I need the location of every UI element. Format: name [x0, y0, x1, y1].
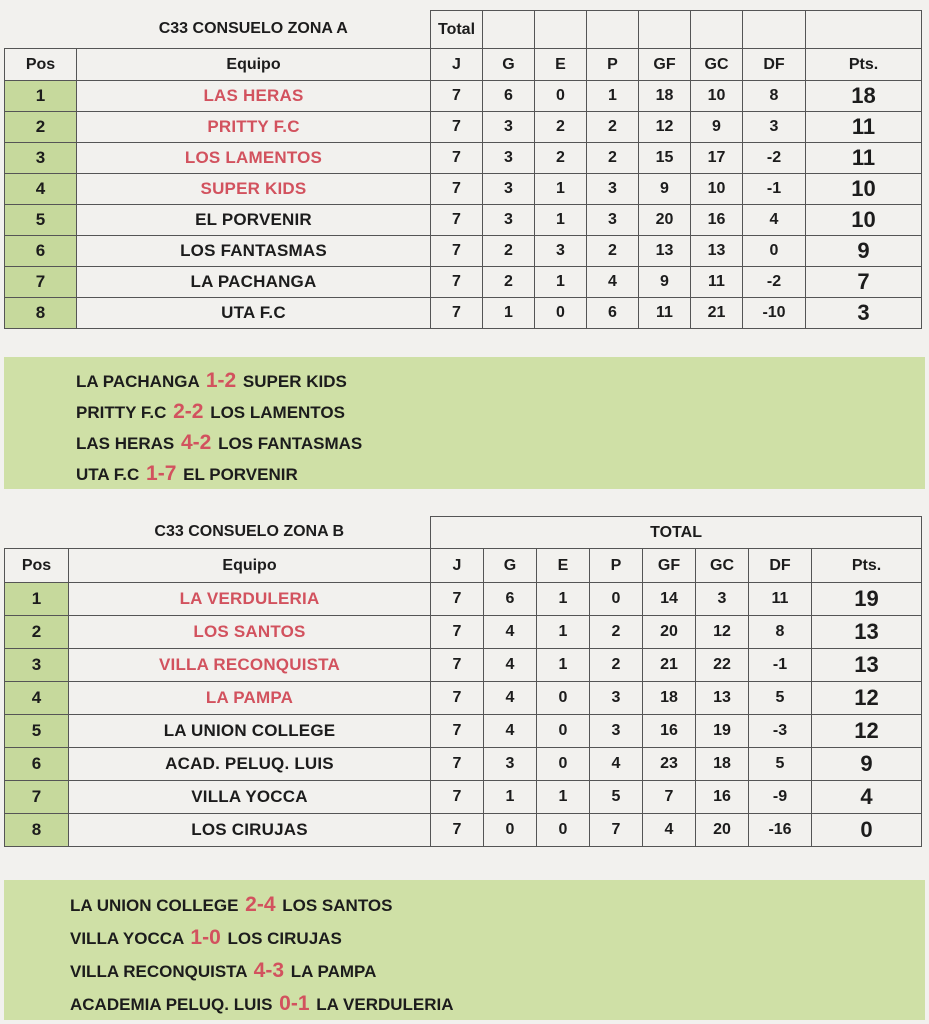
- cell-g: 2: [483, 267, 535, 298]
- cell-p: 2: [587, 236, 639, 267]
- cell-pts: 10: [806, 174, 922, 205]
- result-score: 4-2: [180, 431, 212, 454]
- table-row: [5, 81, 922, 112]
- cell-gc: 11: [691, 267, 743, 298]
- cell-gf: 21: [643, 649, 696, 682]
- result-score: 4-3: [253, 959, 285, 982]
- header-p: P: [590, 549, 643, 583]
- cell-gf: 12: [639, 112, 691, 143]
- cell-gf: 11: [639, 298, 691, 329]
- result-line: [4, 458, 925, 489]
- result-score: 1-0: [190, 926, 221, 949]
- cell-team: LOS SANTOS: [69, 616, 431, 649]
- cell-j: 7: [431, 814, 484, 847]
- cell-df: 4: [743, 205, 806, 236]
- cell-p: 3: [590, 682, 643, 715]
- header-e: E: [537, 549, 590, 583]
- cell-pos: 3: [5, 649, 69, 682]
- cell-g: 3: [483, 174, 535, 205]
- result-score: 1-2: [205, 369, 237, 392]
- cell-df: -1: [749, 649, 812, 682]
- cell-e: 0: [537, 682, 590, 715]
- cell-gf: 13: [639, 236, 691, 267]
- cell-gc: 17: [691, 143, 743, 174]
- result-home-team: LA UNION COLLEGE: [70, 896, 239, 915]
- cell-team: UTA F.C: [77, 298, 431, 329]
- cell-pts: 3: [806, 298, 922, 329]
- cell-gc: 9: [691, 112, 743, 143]
- cell-j: 7: [431, 236, 483, 267]
- cell-pts: 12: [812, 715, 922, 748]
- cell-p: 3: [587, 174, 639, 205]
- cell-g: 4: [484, 649, 537, 682]
- cell-p: 4: [590, 748, 643, 781]
- cell-pos: 5: [5, 205, 77, 236]
- result-away-team: EL PORVENIR: [183, 465, 298, 484]
- cell-e: 1: [537, 616, 590, 649]
- header-g: G: [483, 49, 535, 81]
- cell-gc: 13: [696, 682, 749, 715]
- cell-gf: 7: [643, 781, 696, 814]
- standings-table: [4, 516, 922, 847]
- cell-df: 8: [749, 616, 812, 649]
- cell-df: -9: [749, 781, 812, 814]
- cell-p: 7: [590, 814, 643, 847]
- cell-team: LOS CIRUJAS: [69, 814, 431, 847]
- cell-gc: 21: [691, 298, 743, 329]
- cell-j: 7: [431, 112, 483, 143]
- zone-b-standings: [4, 516, 921, 847]
- header-equipo: Equipo: [77, 49, 431, 81]
- cell-j: 7: [431, 583, 484, 616]
- cell-team: LA PAMPA: [69, 682, 431, 715]
- cell-df: 0: [743, 236, 806, 267]
- cell-gf: 18: [639, 81, 691, 112]
- table-row: [5, 236, 922, 267]
- cell-g: 6: [484, 583, 537, 616]
- table-row: [5, 583, 922, 616]
- result-home-team: ACADEMIA PELUQ. LUIS: [70, 995, 273, 1014]
- cell-g: 4: [484, 715, 537, 748]
- cell-pts: 12: [812, 682, 922, 715]
- total-label: TOTAL: [431, 517, 922, 549]
- cell-e: 0: [535, 81, 587, 112]
- cell-pts: 11: [806, 112, 922, 143]
- cell-gc: 13: [691, 236, 743, 267]
- cell-df: -2: [743, 267, 806, 298]
- header-e: E: [535, 49, 587, 81]
- cell-j: 7: [431, 748, 484, 781]
- cell-gf: 20: [643, 616, 696, 649]
- table-row: [5, 267, 922, 298]
- header-df: DF: [749, 549, 812, 583]
- cell-gf: 9: [639, 174, 691, 205]
- cell-pts: 13: [812, 616, 922, 649]
- cell-pts: 0: [812, 814, 922, 847]
- result-home-team: VILLA RECONQUISTA: [70, 962, 247, 981]
- result-away-team: LOS FANTASMAS: [218, 434, 363, 453]
- result-line: [4, 954, 925, 987]
- cell-p: 2: [587, 143, 639, 174]
- cell-team: VILLA RECONQUISTA: [69, 649, 431, 682]
- zone-a-standings: [4, 10, 921, 329]
- result-score: 0-1: [279, 992, 310, 1015]
- cell-pts: 9: [812, 748, 922, 781]
- table-title: C33 CONSUELO ZONA A: [77, 11, 431, 49]
- result-away-team: LOS CIRUJAS: [227, 929, 342, 948]
- cell-df: -16: [749, 814, 812, 847]
- cell-team: ACAD. PELUQ. LUIS: [69, 748, 431, 781]
- cell-df: 3: [743, 112, 806, 143]
- result-away-team: LA PAMPA: [290, 962, 377, 981]
- cell-p: 0: [590, 583, 643, 616]
- cell-e: 0: [537, 715, 590, 748]
- header-p: P: [587, 49, 639, 81]
- cell-df: 5: [749, 748, 812, 781]
- cell-pos: 1: [5, 583, 69, 616]
- cell-gc: 16: [696, 781, 749, 814]
- cell-team: VILLA YOCCA: [69, 781, 431, 814]
- cell-gc: 20: [696, 814, 749, 847]
- cell-e: 0: [537, 748, 590, 781]
- header-equipo: Equipo: [69, 549, 431, 583]
- cell-team: LOS LAMENTOS: [77, 143, 431, 174]
- cell-df: 5: [749, 682, 812, 715]
- cell-j: 7: [431, 81, 483, 112]
- zone-a-results: [4, 357, 925, 489]
- cell-pts: 11: [806, 143, 922, 174]
- cell-g: 4: [484, 682, 537, 715]
- cell-gc: 10: [691, 81, 743, 112]
- header-pts: Pts.: [812, 549, 922, 583]
- table-row: [5, 649, 922, 682]
- cell-e: 1: [535, 205, 587, 236]
- cell-p: 2: [590, 616, 643, 649]
- table-row: [5, 682, 922, 715]
- cell-df: -3: [749, 715, 812, 748]
- cell-j: 7: [431, 143, 483, 174]
- cell-p: 6: [587, 298, 639, 329]
- cell-pts: 18: [806, 81, 922, 112]
- cell-j: 7: [431, 298, 483, 329]
- header-pts: Pts.: [806, 49, 922, 81]
- result-score: 1-7: [146, 462, 177, 485]
- cell-g: 1: [483, 298, 535, 329]
- total-label: Total: [431, 11, 483, 49]
- cell-pos: 2: [5, 616, 69, 649]
- header-j: J: [431, 49, 483, 81]
- table-row: [5, 748, 922, 781]
- standings-table: [4, 10, 922, 329]
- cell-g: 1: [484, 781, 537, 814]
- cell-p: 3: [587, 205, 639, 236]
- cell-gf: 18: [643, 682, 696, 715]
- result-score: 2-2: [173, 400, 204, 423]
- header-df: DF: [743, 49, 806, 81]
- cell-e: 2: [535, 143, 587, 174]
- cell-pos: 8: [5, 298, 77, 329]
- cell-g: 3: [484, 748, 537, 781]
- cell-p: 3: [590, 715, 643, 748]
- table-row: [5, 715, 922, 748]
- header-g: G: [484, 549, 537, 583]
- cell-gf: 4: [643, 814, 696, 847]
- cell-e: 0: [535, 298, 587, 329]
- cell-g: 6: [483, 81, 535, 112]
- cell-pos: 8: [5, 814, 69, 847]
- cell-pts: 19: [812, 583, 922, 616]
- result-line: [4, 396, 925, 427]
- cell-p: 1: [587, 81, 639, 112]
- header-pos: Pos: [5, 49, 77, 81]
- cell-pts: 13: [812, 649, 922, 682]
- result-away-team: SUPER KIDS: [242, 372, 347, 391]
- standings-body: [5, 81, 922, 329]
- cell-gc: 18: [696, 748, 749, 781]
- result-home-team: UTA F.C: [76, 465, 140, 484]
- cell-gc: 12: [696, 616, 749, 649]
- cell-team: LA UNION COLLEGE: [69, 715, 431, 748]
- cell-gf: 20: [639, 205, 691, 236]
- cell-e: 2: [535, 112, 587, 143]
- result-home-team: LAS HERAS: [76, 434, 175, 453]
- header-gf: GF: [643, 549, 696, 583]
- table-row: [5, 298, 922, 329]
- cell-gc: 3: [696, 583, 749, 616]
- result-home-team: PRITTY F.C: [76, 403, 167, 422]
- cell-team: EL PORVENIR: [77, 205, 431, 236]
- cell-team: PRITTY F.C: [77, 112, 431, 143]
- cell-df: -1: [743, 174, 806, 205]
- cell-pos: 7: [5, 267, 77, 298]
- cell-j: 7: [431, 715, 484, 748]
- result-line: [4, 921, 925, 954]
- cell-pts: 4: [812, 781, 922, 814]
- result-line: [4, 365, 925, 396]
- cell-gc: 19: [696, 715, 749, 748]
- cell-gc: 10: [691, 174, 743, 205]
- result-line: [4, 427, 925, 458]
- cell-pos: 3: [5, 143, 77, 174]
- cell-j: 7: [431, 174, 483, 205]
- cell-p: 4: [587, 267, 639, 298]
- cell-gf: 15: [639, 143, 691, 174]
- cell-pos: 1: [5, 81, 77, 112]
- cell-e: 1: [537, 583, 590, 616]
- result-line: [4, 888, 925, 921]
- cell-df: 11: [749, 583, 812, 616]
- cell-pts: 9: [806, 236, 922, 267]
- cell-j: 7: [431, 781, 484, 814]
- header-gf: GF: [639, 49, 691, 81]
- header-gc: GC: [691, 49, 743, 81]
- cell-gf: 23: [643, 748, 696, 781]
- cell-team: LAS HERAS: [77, 81, 431, 112]
- table-row: [5, 205, 922, 236]
- result-away-team: LA VERDULERIA: [316, 995, 454, 1014]
- cell-j: 7: [431, 267, 483, 298]
- table-title: C33 CONSUELO ZONA B: [69, 517, 431, 549]
- cell-gc: 16: [691, 205, 743, 236]
- cell-j: 7: [431, 649, 484, 682]
- cell-pos: 7: [5, 781, 69, 814]
- cell-j: 7: [431, 616, 484, 649]
- cell-df: 8: [743, 81, 806, 112]
- result-away-team: LOS LAMENTOS: [210, 403, 345, 422]
- cell-p: 2: [587, 112, 639, 143]
- cell-gf: 16: [643, 715, 696, 748]
- header-pos: Pos: [5, 549, 69, 583]
- cell-df: -2: [743, 143, 806, 174]
- cell-pos: 6: [5, 236, 77, 267]
- cell-g: 0: [484, 814, 537, 847]
- cell-g: 3: [483, 205, 535, 236]
- table-row: [5, 781, 922, 814]
- result-line: [4, 987, 925, 1020]
- cell-e: 0: [537, 814, 590, 847]
- cell-j: 7: [431, 682, 484, 715]
- cell-df: -10: [743, 298, 806, 329]
- result-score: 2-4: [245, 893, 276, 916]
- header-gc: GC: [696, 549, 749, 583]
- cell-g: 2: [483, 236, 535, 267]
- cell-gc: 22: [696, 649, 749, 682]
- table-row: [5, 814, 922, 847]
- cell-g: 3: [483, 143, 535, 174]
- cell-gf: 9: [639, 267, 691, 298]
- table-row: [5, 112, 922, 143]
- cell-team: LOS FANTASMAS: [77, 236, 431, 267]
- cell-pts: 10: [806, 205, 922, 236]
- cell-gf: 14: [643, 583, 696, 616]
- cell-e: 3: [535, 236, 587, 267]
- cell-p: 2: [590, 649, 643, 682]
- result-home-team: VILLA YOCCA: [70, 929, 184, 948]
- cell-e: 1: [535, 267, 587, 298]
- cell-j: 7: [431, 205, 483, 236]
- cell-team: SUPER KIDS: [77, 174, 431, 205]
- table-row: [5, 174, 922, 205]
- cell-pos: 4: [5, 174, 77, 205]
- result-away-team: LOS SANTOS: [282, 896, 393, 915]
- cell-team: LA PACHANGA: [77, 267, 431, 298]
- cell-g: 3: [483, 112, 535, 143]
- cell-e: 1: [537, 649, 590, 682]
- cell-g: 4: [484, 616, 537, 649]
- table-row: [5, 616, 922, 649]
- cell-pos: 6: [5, 748, 69, 781]
- cell-p: 5: [590, 781, 643, 814]
- zone-b-results: [4, 880, 925, 1020]
- cell-team: LA VERDULERIA: [69, 583, 431, 616]
- cell-e: 1: [535, 174, 587, 205]
- cell-pos: 5: [5, 715, 69, 748]
- cell-pts: 7: [806, 267, 922, 298]
- cell-pos: 4: [5, 682, 69, 715]
- cell-pos: 2: [5, 112, 77, 143]
- standings-body: [5, 583, 922, 847]
- table-row: [5, 143, 922, 174]
- cell-e: 1: [537, 781, 590, 814]
- header-j: J: [431, 549, 484, 583]
- result-home-team: LA PACHANGA: [76, 372, 200, 391]
